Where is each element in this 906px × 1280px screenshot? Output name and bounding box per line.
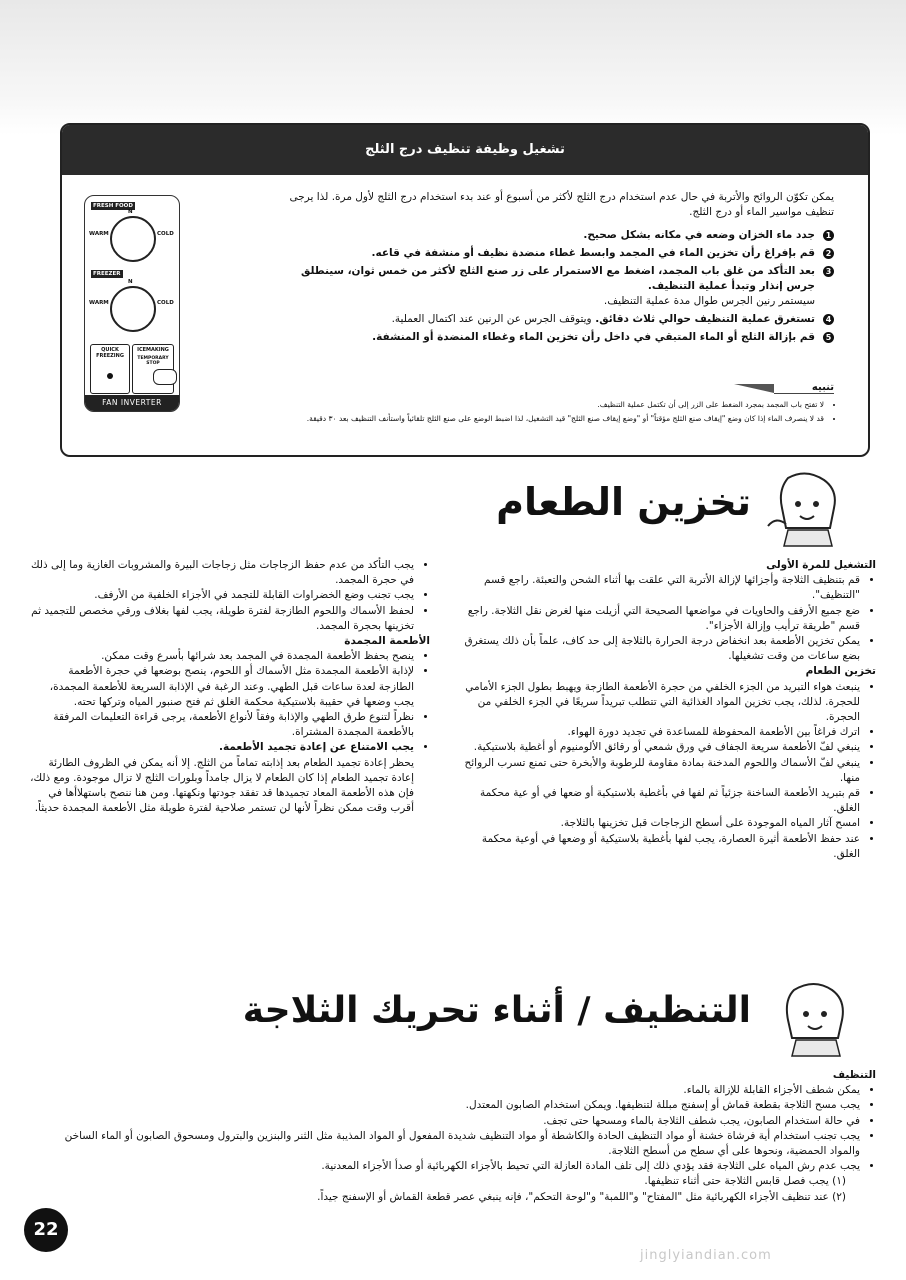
step-note: سيستمر رنين الجرس طوال مدة عملية التنظيف.	[603, 295, 815, 307]
list-item: • عند حفظ الأطعمة أثيرة العصارة، يجب لفها بأغطية بلاستيكية أو وضعها في أوعية محكمة الغلق.	[456, 832, 860, 862]
step-text: قم بإفراغ رأن تخزين الماء في المجمد وابسط غطاء منضدة نظيف أو منشفة في قاعه.	[371, 247, 815, 259]
fan-inverter-label: FAN INVERTER	[85, 395, 179, 411]
ice-tray-cleaning-panel	[60, 123, 870, 457]
caution-heading: تنبيه	[774, 382, 834, 394]
control-panel-illustration	[84, 195, 180, 412]
list-item: • لإذابة الأطعمة المجمدة مثل الأسماك أو اللحوم، ينصح بوضعها في حجرة الأطعمة الطازجة لعدة ساعات قبل الطهي. وعند الرغبة في الإذابة السريعة للأطعمة المجمدة، يجب وضعها في حقيبة بلاستيكية محكمة الغلق ثم فتح صنبور المياه وتركها تحته.	[30, 664, 414, 710]
top-gradient-band	[0, 0, 906, 135]
temporary-label: TEMPORARY	[137, 356, 169, 361]
list-item: • قم بتنظيف الثلاجة وأجزائها لإزالة الأتربة التي علقت بها أثناء الشحن والتعبئة. راجع قسم "التنظيف".	[456, 573, 860, 603]
stop-label: STOP	[146, 361, 160, 366]
watermark: jinglyiandian.com	[640, 1248, 772, 1263]
caution-box	[94, 382, 834, 426]
refreeze-text: يحظر إعادة تجميد الطعام بعد إذابته تماماً من الثلج. إلا أنه يمكن في الظروف الطارئة إعادة تجميد الطعام إذا كان الطعام لا يزال جامداً وبلورات الثلج لا تزال موجودة. ومع ذلك، فإن هذه الأطعمة المعاد تجميدها قد تفقد جودتها ونكهتها. ومن هنا ننصح باستهلاأها في أقرب وقت ممكن نظراً لأنها لن تستمر صلاحية لفترة طويلة مثل الأطعمة المجمدة حديثاً.	[30, 756, 414, 815]
list-item: • ينصح بحفظ الأطعمة المجمدة في المجمد بعد شرائها بأسرع وقت ممكن.	[30, 649, 414, 664]
list-item: • قم بتبريد الأطعمة الساخنة جزئياً ثم لفها في بأغطية بلاستيكية أو ضعها في أو عية محكمة الغلق.	[456, 786, 860, 816]
step-item	[274, 228, 834, 243]
step-text: قم بإزالة الثلج أو الماء المتبقي في داخل رأن تخزين الماء وغطاء المنضدة أو المنشفة.	[372, 331, 815, 343]
steps-list	[274, 228, 834, 348]
frozen-foods-heading: الأطعمة المجمدة	[344, 635, 430, 648]
freezer-label: FREEZER	[93, 271, 121, 277]
girl-mascot-icon	[770, 978, 860, 1058]
list-item: • يجب التأكد من عدم حفظ الزجاجات مثل زجاجات البيرة والمشروبات الغازية وما إلى ذلك في حجرة المجمد.	[30, 558, 414, 588]
storage-heading: تخزين الطعام	[805, 665, 876, 678]
list-item: • ينبعث هواء التبريد من الجزء الخلفي من حجرة الأطعمة الطازجة ويهبط بطول الجزء الأمامي للحجرة. لذلك، يجب تخزين المواد الغذائية التي تتطلب تبريداً سريعًا في الجزء الخلفي من الحجرة.	[456, 680, 860, 726]
step-text: تستغرق عملية التنظيف حوالي ثلاث دقائق.	[595, 313, 815, 325]
list-item: • يجب مسح الثلاجة بقطعة قماش أو إسفنج مبللة لتنظيفها. ويمكن استخدام الصابون المعتدل.	[56, 1098, 860, 1113]
fresh-food-label: FRESH FOOD	[93, 203, 133, 209]
freezer-dial-warm-label: WARM	[89, 300, 109, 306]
cleaning-content	[56, 1068, 876, 1205]
fresh-food-dial[interactable]	[110, 216, 156, 262]
cleaning-subitem: (٢) عند تنظيف الأجزاء الكهربائية مثل "المفتاح" و"اللمبة" و"لوحة التحكم"، فإنه ينبغي عصر قطعة القماش أو الإسفنج جيداً.	[317, 1190, 846, 1203]
caution-item: • قد لا ينصرف الماء إذا كان وضع "إيقاف صنع الثلج مؤقتاً" أو "وضع إيقاف صنع الثلج" قيد التشغيل، لذا اضبط الوضع على صنع الثلج تلقائياً واستأنف التنظيف بعد ٣٠ دقيقة.	[94, 412, 824, 426]
dial-warm-label: WARM	[89, 231, 109, 237]
freezer-dial[interactable]	[110, 286, 156, 332]
freezer-dial-n-label: N	[128, 279, 133, 285]
list-item: • ينبغي لفّ الأطعمة سريعة الجفاف في ورق شمعي أو رقائق الألومنيوم أو أغطية بلاستيكية.	[456, 740, 860, 755]
step-number: 3	[823, 266, 834, 277]
step-text: بعد التأكد من غلق باب المجمد، اضغط مع الاستمرار على زر صنع الثلج لأكثر من خمس ثوان، سينطلق جرس إنذار وتبدأ عملية التنظيف.	[301, 265, 815, 292]
list-item: • لحفظ الأسماك واللحوم الطازجة لفترة طويلة، يجب لفها بغلاف ورقي مخصص للتجميد ثم تخزينها بحجرة المجمد.	[30, 604, 414, 634]
list-item: • يجب عدم رش المياه على الثلاجة فقد يؤدي ذلك إلى تلف المادة العازلة التي تحيط بالأجزاء الكهربائية أو صدأ الأجزاء المعدنية.	[56, 1159, 860, 1174]
step-item	[274, 330, 834, 345]
step-note: ويتوقف الجرس عن الرنين عند اكتمال العملية.	[391, 313, 592, 325]
first-use-heading: التشغيل للمرة الأولى	[766, 559, 876, 571]
list-item: • نظراً لتنوع طرق الطهي والإذابة وفقاً لأنواع الأطعمة، يرجى قراءة التعليمات المرفقة بالأطعمة المجمدة المشتراة.	[30, 710, 414, 740]
list-item: • يجب تجنب وضع الخضراوات القابلة للتجمد في الأجزاء الخلفية من الأرفف.	[30, 588, 414, 603]
list-item: • يمكن تخزين الأطعمة بعد انخفاض درجة الحرارة بالثلاجة إلى حد كاف، علماً بأن ذلك يستغرق بضع ساعات من وقت تشغيلها.	[456, 634, 860, 664]
step-number: 1	[823, 230, 834, 241]
storage-left-column	[30, 558, 430, 816]
storage-section-title: تخزين الطعام	[496, 480, 751, 524]
list-item: • يمكن شطف الأجزاء القابلة للإزالة بالماء.	[56, 1083, 860, 1098]
list-item: • في حالة استخدام الصابون، يجب شطف الثلاجة بالماء ومسحها حتى تجف.	[56, 1114, 860, 1129]
quick-freezing-indicator	[107, 373, 113, 379]
dial-cold-label: COLD	[157, 231, 174, 237]
list-item: • يجب تجنب استخدام أية فرشاة خشنة أو مواد التنظيف الحادة والكاشطة أو مواد التنظيف شديدة المفعول أو المواد المذيبة مثل الثنر والبنزين والبترول ومسحوق الصابون أو الماء الساخن والمواد الحمضية، ونحوها على أي سطح من أسطح الثلاجة.	[56, 1129, 860, 1159]
girl-mascot-icon	[758, 468, 854, 548]
list-item: • امسح آثار المياه الموجودة على أسطح الزجاجات قبل تخزينها بالثلاجة.	[456, 816, 860, 831]
step-number: 4	[823, 314, 834, 325]
cleaning-subitem: (١) يجب فصل قابس الثلاجة حتى أثناء تنظيفها.	[644, 1175, 846, 1188]
refreeze-heading: • يجب الامتناع عن إعادة تجميد الأطعمة.	[30, 740, 414, 755]
storage-right-column	[456, 558, 876, 862]
panel-intro: يمكن تكوّن الروائح والأتربة في حال عدم استخدام درج الثلج لأكثر من أسبوع أو عند بدء استخدام درج الثلج لأول مرة. لذا يرجى تنظيف مواسير الماء أو درج الثلج.	[289, 191, 834, 218]
cleaning-heading: التنظيف	[832, 1069, 876, 1081]
caution-item: • لا تفتح باب المجمد بمجرد الضغط على الزر إلى أن تكتمل عملية التنظيف.	[94, 398, 824, 412]
cleaning-section-title: التنظيف / أثناء تحريك الثلاجة	[242, 990, 751, 1031]
quick-freezing-label: QUICK FREEZING	[96, 347, 124, 359]
panel-title: تشغيل وظيفة تنظيف درج الثلج	[62, 125, 868, 175]
icemaking-label: ICEMAKING	[137, 347, 169, 353]
step-number: 2	[823, 248, 834, 259]
step-item	[274, 312, 834, 327]
list-item: • ينبغي لفّ الأسماك واللحوم المدخنة بمادة مقاومة للرطوبة والأبخرة حتى تمنع تسرب الروائح منها.	[456, 756, 860, 786]
page-number: 22	[24, 1208, 68, 1252]
list-item: • ضع جميع الأرفف والحاويات في مواضعها الصحيحة التي أزيلت منها لغرض نقل الثلاجة. راجع قسم "طريقة ترأيب وإزالة الأجزاء".	[456, 604, 860, 634]
step-number: 5	[823, 332, 834, 343]
dial-n-label: N	[128, 209, 133, 215]
list-item: • اترك فراغاً بين الأطعمة المحفوظة للمساعدة في تجديد دورة الهواء.	[456, 725, 860, 740]
step-item	[274, 246, 834, 261]
step-item	[274, 264, 834, 309]
freezer-dial-cold-label: COLD	[157, 300, 174, 306]
step-text: جدد ماء الخزان وضعه في مكانه بشكل صحيح.	[583, 229, 815, 241]
